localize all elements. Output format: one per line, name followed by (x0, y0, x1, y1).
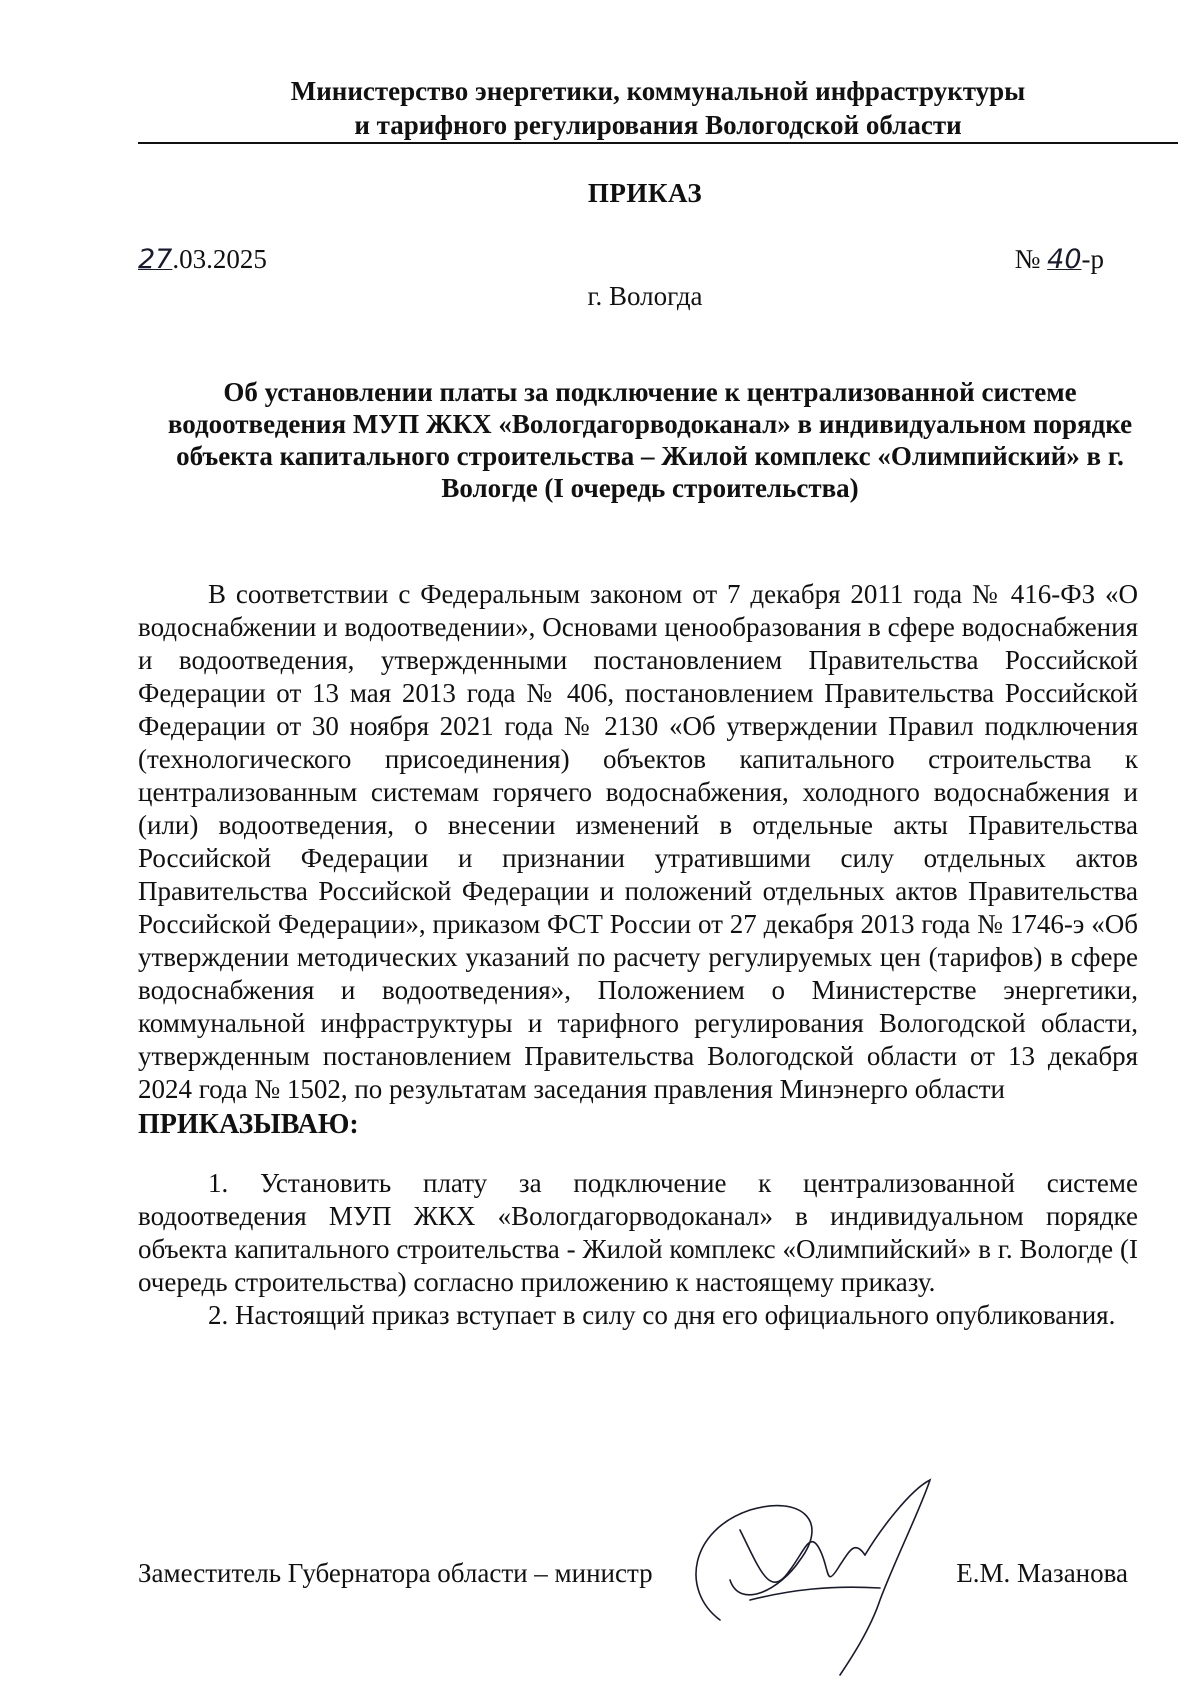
date-day-handwritten: 27 (138, 244, 173, 275)
document-date (138, 244, 267, 275)
signatory-position: Заместитель Губернатора области – министр (138, 1558, 653, 1588)
number-prefix: № (1014, 244, 1041, 274)
date-month-year: .03.2025 (172, 244, 267, 274)
signature-block (138, 1558, 1138, 1598)
ministry-header (138, 74, 1178, 142)
order-item-2: 2. Настоящий приказ вступает в силу со дня его официального опубликования. (208, 1300, 1116, 1330)
document-type: ПРИКАЗ (587, 178, 703, 208)
order-keyword: ПРИКАЗЫВАЮ: (138, 1109, 359, 1140)
ministry-header-line-1: Министерство энергетики, коммунальной инфраструктуры (290, 76, 1026, 106)
ministry-header-line-2: и тарифного регулирования Вологодской области (354, 110, 962, 140)
signatory-name: Е.М. Мазанова (956, 1558, 1128, 1588)
header-divider (138, 142, 1178, 144)
order-item-1: 1. Установить плату за подключение к централизованной системе водоотведения МУП ЖКХ «Вологдагорводоканал» в индивидуальном порядке объекта капитального строительства - Жилой комплекс «Олимпийский» в г. Вологде (I очередь строительства) согласно приложению к настоящему приказу. (138, 1168, 1138, 1297)
document-body (138, 578, 1138, 1332)
document-subject: Об установлении платы за подключение к централизованной системе водоотведения МУП ЖКХ «Вологдагорводоканал» в индивидуальном порядке объекта капитального строительства – Жилой комплекс «Олимпийский» в г. Вологде (I очередь строительства) (167, 377, 1133, 503)
preamble-paragraph: В соответствии с Федеральным законом от 7 декабря 2011 года № 416-ФЗ «О водоснабжении и водоотведении», Основами ценообразования в сфере водоснабжения и водоотведения, утвержденными постановлением Правительства Российской Федерации от 13 мая 2013 года № 406, постановлением Правительства Российской Федерации от 30 ноября 2021 года № 2130 «Об утверждении Правил подключения (технологического присоединения) объектов капитального строительства к централизованным системам горячего водоснабжения, холодного водоснабжения и (или) водоотведения, о внесении изменений в отдельные акты Правительства Российской Федерации и признании утратившими силу отдельных актов Правительства Российской Федерации и положений отдельных актов Правительства Российской Федерации», приказом ФСТ России от 27 декабря 2013 года № 1746-э «Об утверждении методических указаний по расчету регулируемых цен (тарифов) в сфере водоснабжения и водоотведения», Положением о Министерстве энергетики, коммунальной инфраструктуры и тарифного регулирования Вологодской области, утвержденным постановлением Правительства Вологодской области от 13 декабря 2024 года № 1502, по результатам заседания правления Минэнерго области (138, 579, 1138, 1104)
document-number (1015, 244, 1104, 275)
number-handwritten: 40 (1047, 244, 1082, 275)
document-city: г. Вологда (587, 281, 703, 311)
number-suffix: -р (1081, 244, 1104, 274)
